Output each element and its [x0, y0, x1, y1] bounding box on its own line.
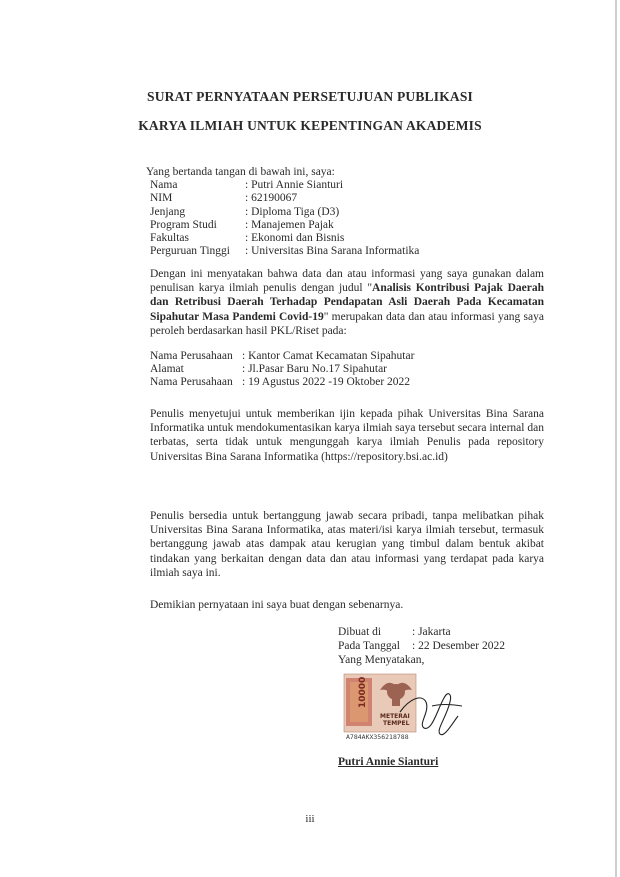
identity-label: NIM: [150, 192, 173, 205]
identity-label: Perguruan Tinggi: [150, 245, 230, 258]
identity-row: [150, 245, 419, 258]
company-row: [150, 363, 414, 376]
identity-row: [150, 206, 419, 219]
statement-paragraph: [150, 267, 544, 338]
document-title-line2: KARYA ILMIAH UNTUK KEPENTINGAN AKADEMIS: [138, 118, 482, 133]
stamp-value: 10000: [358, 676, 368, 708]
signature-block: [338, 625, 505, 667]
company-label: Alamat: [150, 363, 184, 376]
company-row: [150, 376, 414, 389]
closing-paragraph: Demikian pernyataan ini saya buat dengan sebenarnya.: [150, 599, 404, 611]
date-label: Pada Tanggal: [338, 640, 400, 652]
identity-section: [146, 165, 419, 258]
statement-pre: Dengan ini menyatakan bahwa data dan atau informasi yang saya gunakan dalam penulisan karya ilmiah penulis dengan judul ": [150, 268, 544, 295]
company-value: : 19 Agustus 2022 -19 Oktober 2022: [242, 376, 411, 389]
date-value: : 22 Desember 2022: [412, 640, 505, 652]
identity-value: : 62190067: [245, 192, 298, 205]
identity-label: Jenjang: [150, 205, 186, 218]
scan-edge: [615, 0, 617, 877]
statement-post: " merupakan data dan atau informasi yang saya peroleh berdasarkan hasil PKL/Riset pada:: [150, 310, 544, 337]
stamp-serial: A784AKX356218788: [346, 733, 409, 741]
identity-value: : Diploma Tiga (D3): [245, 205, 340, 218]
signer-name: Putri Annie Sianturi: [338, 756, 439, 768]
identity-row: [150, 192, 419, 205]
company-row: [150, 350, 414, 363]
identity-table: [150, 179, 419, 258]
identity-value: : Putri Annie Sianturi: [245, 179, 344, 192]
identity-row: [150, 219, 419, 232]
identity-value: : Manajemen Pajak: [245, 218, 334, 231]
company-label: Nama Perusahaan: [150, 350, 233, 362]
company-value: : Kantor Camat Kecamatan Sipahutar: [242, 350, 415, 362]
stamp-and-signature: [340, 668, 470, 748]
identity-value: : Universitas Bina Sarana Informatika: [245, 245, 420, 258]
stamp-label-2: TEMPEL: [383, 720, 410, 727]
identity-label: Nama: [150, 179, 178, 192]
permission-paragraph: Penulis menyetujui untuk memberikan ijin kepada pihak Universitas Bina Sarana Informatika untuk mendokumentasikan karya ilmiah saya tersebut secara internal dan terbatas, serta tidak untuk mengunggah karya ilmiah Penulis pada repository Universitas Bina Sarana Informatika (https://repository.bsi.ac.id): [150, 408, 544, 463]
company-value: : Jl.Pasar Baru No.17 Sipahutar: [242, 363, 388, 376]
signature-table: [338, 625, 505, 653]
identity-value: : Ekonomi dan Bisnis: [245, 232, 345, 245]
intro-text: Yang bertanda tangan di bawah ini, saya:: [146, 166, 335, 178]
closing-label: Yang Menyatakan,: [338, 654, 425, 666]
signature-stroke: [432, 705, 462, 707]
responsibility-paragraph: Penulis bersedia untuk bertanggung jawab secara pribadi, tanpa melibatkan pihak Universitas Bina Sarana Informatika, atas materi/isi karya ilmiah tersebut, termasuk bertanggung jawab atas dampak atau kerugian yang timbul dalam bentuk akibat tindakan yang berkaitan dengan data dan atau informasi yang terdapat pada karya ilmiah saya ini.: [150, 510, 544, 579]
identity-row: [150, 179, 419, 192]
company-table: [150, 350, 414, 390]
identity-label: Program Studi: [150, 218, 217, 231]
company-label: Nama Perusahaan: [150, 376, 233, 389]
place-value: : Jakarta: [412, 626, 451, 638]
thesis-title: Analisis Kontribusi Pajak Daerah dan Retribusi Daerah Terhadap Pendapatan Asli Daerah Pada Kecamatan Sipahutar Masa Pandemi Covid-19: [150, 282, 544, 323]
revenue-stamp-icon: [340, 668, 470, 748]
stamp-label-1: METERAI: [380, 713, 410, 720]
page-number: iii: [305, 813, 315, 825]
document-title-line1: SURAT PERNYATAAN PERSETUJUAN PUBLIKASI: [146, 89, 474, 104]
place-label: Dibuat di: [338, 626, 382, 638]
identity-label: Fakultas: [150, 232, 189, 245]
identity-row: [150, 232, 419, 245]
